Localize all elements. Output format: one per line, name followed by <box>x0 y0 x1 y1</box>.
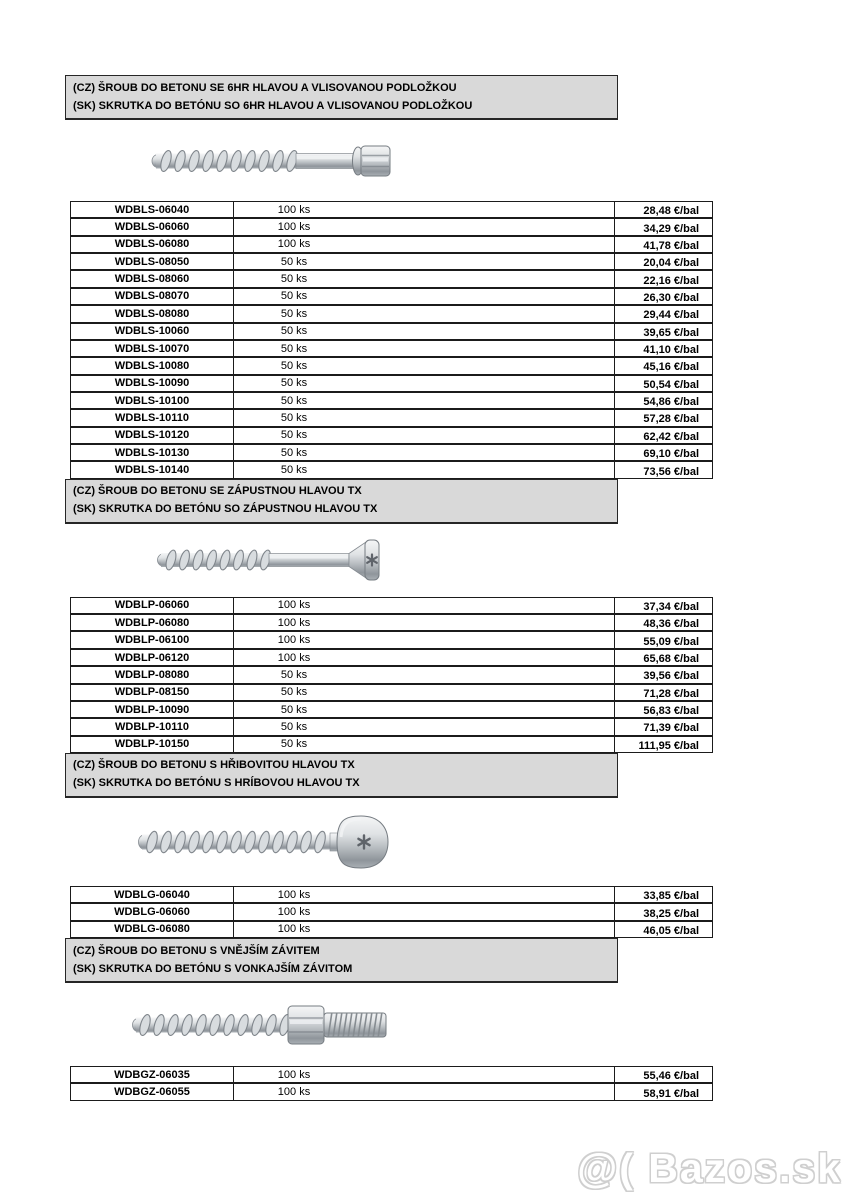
table-row <box>70 614 716 631</box>
section-title-cz: (CZ) ŠROUB DO BETONU SE ZÁPUSTNOU HLAVOU TX <box>73 485 362 498</box>
price-cell: 39,56 €/bal <box>614 666 713 683</box>
table-row <box>70 357 716 374</box>
threaded-stud-screw-icon <box>128 992 392 1057</box>
section-title-sk: (SK) SKRUTKA DO BETÓNU S VONKAJŠÍM ZÁVITOM <box>73 962 353 975</box>
product-code-cell: WDBLP-06120 <box>70 649 234 666</box>
hex-washer-screw-image <box>0 120 848 201</box>
product-code-cell: WDBLS-06060 <box>70 218 234 235</box>
table-row <box>70 253 716 270</box>
package-qty-cell: 50 ks <box>233 375 615 392</box>
table-row <box>70 323 716 340</box>
package-qty-cell: 100 ks <box>233 597 615 614</box>
product-code-cell: WDBLG-06080 <box>70 921 234 938</box>
price-cell: 45,16 €/bal <box>614 357 713 374</box>
price-cell: 38,25 €/bal <box>614 903 713 920</box>
table-row <box>70 736 716 753</box>
pan-head-screw-icon <box>133 807 392 877</box>
product-code-cell: WDBLS-10140 <box>70 461 234 478</box>
product-code-cell: WDBLS-10090 <box>70 375 234 392</box>
package-qty-cell: 50 ks <box>233 392 615 409</box>
price-cell: 34,29 €/bal <box>614 218 713 235</box>
table-row <box>70 1066 716 1083</box>
package-qty-cell: 50 ks <box>233 305 615 322</box>
product-code-cell: WDBLP-08080 <box>70 666 234 683</box>
table-row <box>70 666 716 683</box>
price-cell: 56,83 €/bal <box>614 701 713 718</box>
product-code-cell: WDBGZ-06055 <box>70 1083 234 1100</box>
price-cell: 58,91 €/bal <box>614 1083 713 1100</box>
package-qty-cell: 100 ks <box>233 631 615 648</box>
price-table <box>70 886 716 938</box>
product-section-wdbgz <box>0 938 848 1101</box>
product-code-cell: WDBLS-10110 <box>70 409 234 426</box>
section-title-sk: (SK) SKRUTKA DO BETÓNU SO ZÁPUSTNOU HLAVOU TX <box>73 503 378 516</box>
package-qty-cell: 50 ks <box>233 718 615 735</box>
price-table <box>70 597 716 753</box>
package-qty-cell: 100 ks <box>233 201 615 218</box>
pan-head-screw-image <box>0 798 848 886</box>
price-cell: 69,10 €/bal <box>614 444 713 461</box>
section-title-sk: (SK) SKRUTKA DO BETÓNU S HRÍBOVOU HLAVOU TX <box>73 777 360 790</box>
price-cell: 46,05 €/bal <box>614 921 713 938</box>
product-code-cell: WDBLS-10130 <box>70 444 234 461</box>
package-qty-cell: 50 ks <box>233 666 615 683</box>
product-code-cell: WDBLP-10090 <box>70 701 234 718</box>
table-row <box>70 201 716 218</box>
product-code-cell: WDBGZ-06035 <box>70 1066 234 1083</box>
price-cell: 54,86 €/bal <box>614 392 713 409</box>
table-row <box>70 375 716 392</box>
table-row <box>70 921 716 938</box>
price-cell: 20,04 €/bal <box>614 253 713 270</box>
hex-washer-screw-icon <box>148 133 392 189</box>
package-qty-cell: 50 ks <box>233 427 615 444</box>
package-qty-cell: 100 ks <box>233 1066 615 1083</box>
price-cell: 71,28 €/bal <box>614 684 713 701</box>
table-row <box>70 270 716 287</box>
package-qty-cell: 100 ks <box>233 614 615 631</box>
package-qty-cell: 50 ks <box>233 323 615 340</box>
product-code-cell: WDBLS-08070 <box>70 288 234 305</box>
table-row <box>70 236 716 253</box>
product-code-cell: WDBLP-06060 <box>70 597 234 614</box>
section-header <box>65 75 618 120</box>
package-qty-cell: 100 ks <box>233 1083 615 1100</box>
package-qty-cell: 100 ks <box>233 649 615 666</box>
table-row <box>70 427 716 444</box>
threaded-stud-screw-image <box>0 983 848 1066</box>
countersunk-screw-image <box>0 524 848 597</box>
package-qty-cell: 50 ks <box>233 253 615 270</box>
table-row <box>70 684 716 701</box>
section-header <box>65 938 618 983</box>
package-qty-cell: 50 ks <box>233 444 615 461</box>
price-cell: 57,28 €/bal <box>614 409 713 426</box>
package-qty-cell: 50 ks <box>233 357 615 374</box>
table-row <box>70 1083 716 1100</box>
price-cell: 111,95 €/bal <box>614 736 713 753</box>
table-row <box>70 288 716 305</box>
product-section-wdbls <box>0 75 848 479</box>
section-header <box>65 479 618 524</box>
package-qty-cell: 50 ks <box>233 270 615 287</box>
table-row <box>70 409 716 426</box>
product-section-wdblg <box>0 753 848 938</box>
product-code-cell: WDBLP-08150 <box>70 684 234 701</box>
product-code-cell: WDBLS-10120 <box>70 427 234 444</box>
table-row <box>70 597 716 614</box>
price-cell: 73,56 €/bal <box>614 461 713 478</box>
product-code-cell: WDBLP-10150 <box>70 736 234 753</box>
package-qty-cell: 100 ks <box>233 236 615 253</box>
table-row <box>70 649 716 666</box>
price-cell: 39,65 €/bal <box>614 323 713 340</box>
product-code-cell: WDBLP-06080 <box>70 614 234 631</box>
table-row <box>70 218 716 235</box>
price-cell: 37,34 €/bal <box>614 597 713 614</box>
sections-container <box>0 75 848 1101</box>
price-cell: 33,85 €/bal <box>614 886 713 903</box>
price-table <box>70 201 716 479</box>
section-title-sk: (SK) SKRUTKA DO BETÓNU SO 6HR HLAVOU A VLISOVANOU PODLOŽKOU <box>73 99 473 112</box>
product-code-cell: WDBLS-10100 <box>70 392 234 409</box>
table-row <box>70 340 716 357</box>
product-code-cell: WDBLS-08080 <box>70 305 234 322</box>
table-row <box>70 631 716 648</box>
package-qty-cell: 100 ks <box>233 886 615 903</box>
table-row <box>70 886 716 903</box>
price-cell: 71,39 €/bal <box>614 718 713 735</box>
package-qty-cell: 100 ks <box>233 218 615 235</box>
table-row <box>70 903 716 920</box>
price-cell: 28,48 €/bal <box>614 201 713 218</box>
package-qty-cell: 50 ks <box>233 409 615 426</box>
section-header <box>65 753 618 798</box>
product-code-cell: WDBLS-10060 <box>70 323 234 340</box>
table-row <box>70 444 716 461</box>
section-title-cz: (CZ) ŠROUB DO BETONU SE 6HR HLAVOU A VLISOVANOU PODLOŽKOU <box>73 81 457 94</box>
package-qty-cell: 50 ks <box>233 701 615 718</box>
table-row <box>70 701 716 718</box>
bazos-watermark: @( Bazos.sk <box>577 1145 842 1191</box>
price-cell: 41,78 €/bal <box>614 236 713 253</box>
product-code-cell: WDBLS-10080 <box>70 357 234 374</box>
product-code-cell: WDBLS-06040 <box>70 201 234 218</box>
package-qty-cell: 50 ks <box>233 684 615 701</box>
product-code-cell: WDBLS-10070 <box>70 340 234 357</box>
table-row <box>70 461 716 478</box>
product-code-cell: WDBLG-06040 <box>70 886 234 903</box>
package-qty-cell: 50 ks <box>233 461 615 478</box>
countersunk-screw-icon <box>152 529 390 591</box>
table-row <box>70 305 716 322</box>
section-title-cz: (CZ) ŠROUB DO BETONU S VNĚJŠÍM ZÁVITEM <box>73 944 320 957</box>
price-cell: 55,09 €/bal <box>614 631 713 648</box>
table-row <box>70 392 716 409</box>
price-cell: 29,44 €/bal <box>614 305 713 322</box>
package-qty-cell: 100 ks <box>233 921 615 938</box>
package-qty-cell: 50 ks <box>233 288 615 305</box>
product-code-cell: WDBLS-08050 <box>70 253 234 270</box>
package-qty-cell: 100 ks <box>233 903 615 920</box>
table-row <box>70 718 716 735</box>
price-cell: 62,42 €/bal <box>614 427 713 444</box>
price-cell: 55,46 €/bal <box>614 1066 713 1083</box>
price-cell: 48,36 €/bal <box>614 614 713 631</box>
product-code-cell: WDBLP-06100 <box>70 631 234 648</box>
product-code-cell: WDBLS-06080 <box>70 236 234 253</box>
price-cell: 22,16 €/bal <box>614 270 713 287</box>
price-table <box>70 1066 716 1101</box>
product-section-wdblp <box>0 479 848 753</box>
package-qty-cell: 50 ks <box>233 736 615 753</box>
package-qty-cell: 50 ks <box>233 340 615 357</box>
price-cell: 65,68 €/bal <box>614 649 713 666</box>
price-cell: 26,30 €/bal <box>614 288 713 305</box>
product-code-cell: WDBLS-08060 <box>70 270 234 287</box>
product-code-cell: WDBLP-10110 <box>70 718 234 735</box>
price-cell: 41,10 €/bal <box>614 340 713 357</box>
price-cell: 50,54 €/bal <box>614 375 713 392</box>
section-title-cz: (CZ) ŠROUB DO BETONU S HŘIBOVITOU HLAVOU TX <box>73 759 355 772</box>
product-code-cell: WDBLG-06060 <box>70 903 234 920</box>
